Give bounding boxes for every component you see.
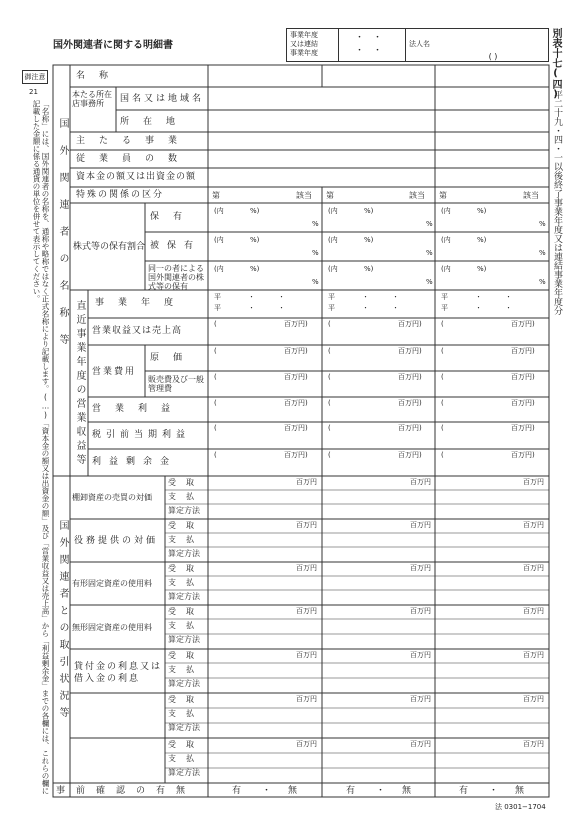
year-label-2: 又は連結 [290, 40, 318, 48]
tx-unit: 百万円 [410, 564, 431, 572]
money-open: ( [441, 424, 444, 432]
money-open: ( [328, 451, 331, 459]
fy-dot: ・ [248, 304, 255, 312]
pct-sign: % [426, 278, 433, 286]
money-unit: 百万円) [284, 320, 308, 328]
tx-unit: 百万円 [523, 478, 544, 486]
pct-inner-open: (内 [441, 207, 451, 215]
row-pretax: 税引前当期利益 [92, 430, 191, 440]
pct-inner-close: %) [364, 265, 374, 273]
pct-inner-close: %) [477, 236, 487, 244]
money-unit: 百万円) [398, 451, 422, 459]
pct-sign: % [426, 220, 433, 228]
fy-dot: ・ [392, 304, 399, 312]
pct-sign: % [312, 220, 319, 228]
note-number: 21 [29, 88, 38, 96]
money-open: ( [328, 320, 331, 328]
fy-dot: ・ [505, 304, 512, 312]
money-unit: 百万円) [398, 424, 422, 432]
money-unit: 百万円) [398, 347, 422, 355]
fy-dot: ・ [248, 293, 255, 301]
money-unit: 百万円) [284, 424, 308, 432]
tx-unit: 百万円 [296, 651, 317, 659]
pct-inner-close: %) [477, 265, 487, 273]
money-open: ( [214, 424, 217, 432]
money-open: ( [441, 399, 444, 407]
row-fy: 事業年度 [95, 298, 188, 308]
row-sga: 販売費及び一般管理費 [148, 375, 204, 393]
tx-unit: 百万円 [410, 607, 431, 615]
tx-receive: 受取 [168, 564, 204, 573]
tx-unit: 百万円 [523, 521, 544, 529]
year-dot: ・ [373, 33, 383, 43]
money-open: ( [214, 451, 217, 459]
tx-unit: 百万円 [410, 695, 431, 703]
row-relation: 特殊の関係の区分 [76, 190, 165, 200]
pct-inner-close: %) [250, 207, 260, 215]
pct-sign: % [539, 278, 546, 286]
tx-service: 役務提供の対価 [74, 536, 159, 546]
fy-hei: 平 [214, 293, 221, 301]
money-unit: 百万円) [284, 399, 308, 407]
money-open: ( [214, 373, 217, 381]
money-open: ( [328, 424, 331, 432]
pct-inner-open: (内 [214, 265, 224, 273]
tx-unit: 百万円 [410, 478, 431, 486]
row-business: 主たる事業 [76, 136, 192, 146]
tx-unit: 百万円 [296, 607, 317, 615]
tx-receive: 受取 [168, 607, 204, 616]
fy-dot: ・ [475, 293, 482, 301]
fy-dot: ・ [505, 293, 512, 301]
fy-dot: ・ [278, 293, 285, 301]
year-dot: ・ [373, 46, 383, 56]
tx-pay: 支払 [168, 665, 204, 674]
tx-unit: 百万円 [296, 740, 317, 748]
tx-unit: 百万円 [523, 564, 544, 572]
note-text: 「名称」には、国外関連者の名称を、通称や略称ではなく正式名称により記載します。(…)「資本金の額又は出資金の額」及び「営業収益又は売上高」から「利益剰余金」までの各欄には、これらの欄に記載した金額に係る通貨の単位を併せて表示してください。 [32, 100, 50, 795]
tx-pay: 支払 [168, 535, 204, 544]
fy-dot: ・ [362, 304, 369, 312]
tx-method: 算定方法 [168, 592, 200, 601]
row-revenue: 営業収益又は売上高 [92, 326, 183, 336]
money-open: ( [328, 373, 331, 381]
row-capital: 資本金の額又は出資金の額 [76, 172, 197, 182]
pct-inner-close: %) [477, 207, 487, 215]
money-open: ( [441, 320, 444, 328]
money-open: ( [441, 347, 444, 355]
year-dot: ・ [355, 33, 365, 43]
tx-unit: 百万円 [410, 740, 431, 748]
tx-receive: 受取 [168, 478, 204, 487]
money-unit: 百万円) [398, 320, 422, 328]
money-unit: 百万円) [511, 373, 535, 381]
money-open: ( [214, 399, 217, 407]
form-title: 国外関連者に関する明細書 [53, 40, 173, 51]
tx-receive: 受取 [168, 651, 204, 660]
tx-unit: 百万円 [296, 695, 317, 703]
corp-name-label: 法人名 [409, 40, 430, 48]
dai-2: 第 [326, 191, 334, 200]
row-same-person: 同一の者による国外関連者の株式等の保有 [148, 264, 204, 291]
prior-yes: 有 [459, 786, 469, 796]
row-op-profit: 営業利益 [92, 404, 185, 414]
tx-method: 算定方法 [168, 506, 200, 515]
fy-hei: 平 [214, 304, 221, 312]
tx-inventory: 棚卸資産の売買の対価 [72, 493, 152, 502]
prior-yes: 有 [232, 786, 242, 796]
row-cost: 原価 [150, 353, 197, 363]
office-label: 本たる所在店事務所 [72, 90, 112, 108]
tx-receive: 受取 [168, 695, 204, 704]
pct-inner-open: (内 [441, 265, 451, 273]
row-place: 所在地 [120, 117, 190, 127]
pct-sign: % [539, 249, 546, 257]
row-name: 名称 [76, 71, 123, 81]
form-code: 別表十七(四) [550, 28, 561, 100]
tx-receive: 受取 [168, 521, 204, 530]
prior-yes: 有 [346, 786, 356, 796]
money-unit: 百万円) [511, 424, 535, 432]
prior-no: 無 [515, 786, 525, 796]
pct-inner-open: (内 [214, 207, 224, 215]
money-open: ( [214, 320, 217, 328]
gaito-2: 該当 [409, 191, 425, 200]
row-employees: 従業員の数 [76, 154, 192, 164]
tx-unit: 百万円 [523, 740, 544, 748]
pct-sign: % [426, 249, 433, 257]
pct-inner-close: %) [364, 236, 374, 244]
tx-pay: 支払 [168, 709, 204, 718]
shares-label: 株式等の保有割合 [73, 242, 146, 252]
money-open: ( [328, 347, 331, 355]
money-open: ( [214, 347, 217, 355]
row-retained: 利益剰余金 [92, 457, 178, 467]
money-unit: 百万円) [398, 399, 422, 407]
fy-hei: 平 [328, 293, 335, 301]
pct-sign: % [312, 249, 319, 257]
money-unit: 百万円) [284, 347, 308, 355]
tx-method: 算定方法 [168, 723, 200, 732]
tx-unit: 百万円 [296, 521, 317, 529]
fy-hei: 平 [328, 304, 335, 312]
tx-unit: 百万円 [523, 651, 544, 659]
dai-3: 第 [439, 191, 447, 200]
money-unit: 百万円) [511, 399, 535, 407]
money-unit: 百万円) [511, 320, 535, 328]
recent-fy-label: 直近事業年度の営業収益等 [74, 300, 85, 468]
row-country: 国名又は地域名 [120, 94, 205, 104]
tx-unit: 百万円 [410, 521, 431, 529]
tx-pay: 支払 [168, 578, 204, 587]
section-label-transactions: 国外関連者との取引状況等 [57, 520, 68, 724]
pct-inner-open: (内 [214, 236, 224, 244]
tx-unit: 百万円 [296, 564, 317, 572]
prior-no: 無 [288, 786, 298, 796]
tx-pay: 支払 [168, 492, 204, 501]
tx-intangible: 無形固定資産の使用料 [72, 623, 152, 632]
pct-inner-close: %) [250, 236, 260, 244]
prior-dot: ・ [262, 786, 272, 796]
row-holding: 保有 [150, 212, 197, 222]
tx-tangible: 有形固定資産の使用料 [72, 579, 152, 588]
money-open: ( [328, 399, 331, 407]
prior-confirmation: 事前確認の有無 [56, 786, 197, 796]
pct-sign: % [539, 220, 546, 228]
money-open: ( [441, 373, 444, 381]
money-unit: 百万円) [398, 373, 422, 381]
tx-receive: 受取 [168, 740, 204, 749]
row-held: 被保有 [150, 241, 202, 251]
money-unit: 百万円) [511, 451, 535, 459]
fy-dot: ・ [392, 293, 399, 301]
tx-unit: 百万円 [410, 651, 431, 659]
year-label-1: 事業年度 [290, 31, 318, 39]
prior-dot: ・ [376, 786, 386, 796]
gaito-1: 該当 [296, 191, 312, 200]
dai-1: 第 [212, 191, 220, 200]
tx-method: 算定方法 [168, 679, 200, 688]
pct-sign: % [312, 278, 319, 286]
tx-unit: 百万円 [523, 695, 544, 703]
opex-label: 営業費用 [92, 367, 137, 377]
gaito-3: 該当 [523, 191, 539, 200]
year-dot: ・ [355, 46, 365, 56]
tx-method: 算定方法 [168, 635, 200, 644]
pct-inner-open: (内 [328, 207, 338, 215]
money-unit: 百万円) [511, 347, 535, 355]
pct-inner-close: %) [364, 207, 374, 215]
fy-dot: ・ [362, 293, 369, 301]
pct-inner-open: (内 [328, 236, 338, 244]
prior-dot: ・ [489, 786, 499, 796]
pct-inner-open: (内 [328, 265, 338, 273]
tx-unit: 百万円 [523, 607, 544, 615]
year-label-3: 事業年度 [290, 49, 318, 57]
fy-hei: 平 [441, 293, 448, 301]
section-label-entity: 国外関連者の名称等 [57, 118, 68, 361]
tx-method: 算定方法 [168, 768, 200, 777]
applicability-text: 平二十九・四・一以後終了事業年度又は連結事業年度分 [552, 90, 562, 315]
fy-dot: ・ [278, 304, 285, 312]
form-footer: 法 0301−1704 [495, 803, 546, 811]
fy-hei: 平 [441, 304, 448, 312]
fy-dot: ・ [475, 304, 482, 312]
tx-pay: 支払 [168, 754, 204, 763]
money-unit: 百万円) [284, 373, 308, 381]
tx-pay: 支払 [168, 621, 204, 630]
note-badge: 御注意 [22, 70, 48, 84]
money-unit: 百万円) [284, 451, 308, 459]
pct-inner-open: (内 [441, 236, 451, 244]
prior-no: 無 [402, 786, 412, 796]
tx-method: 算定方法 [168, 549, 200, 558]
pct-inner-close: %) [250, 265, 260, 273]
money-open: ( [441, 451, 444, 459]
tx-unit: 百万円 [296, 478, 317, 486]
corp-name-paren: ( ) [488, 52, 498, 61]
tx-loan: 貸付金の利息又は借入金の利息 [74, 662, 163, 684]
